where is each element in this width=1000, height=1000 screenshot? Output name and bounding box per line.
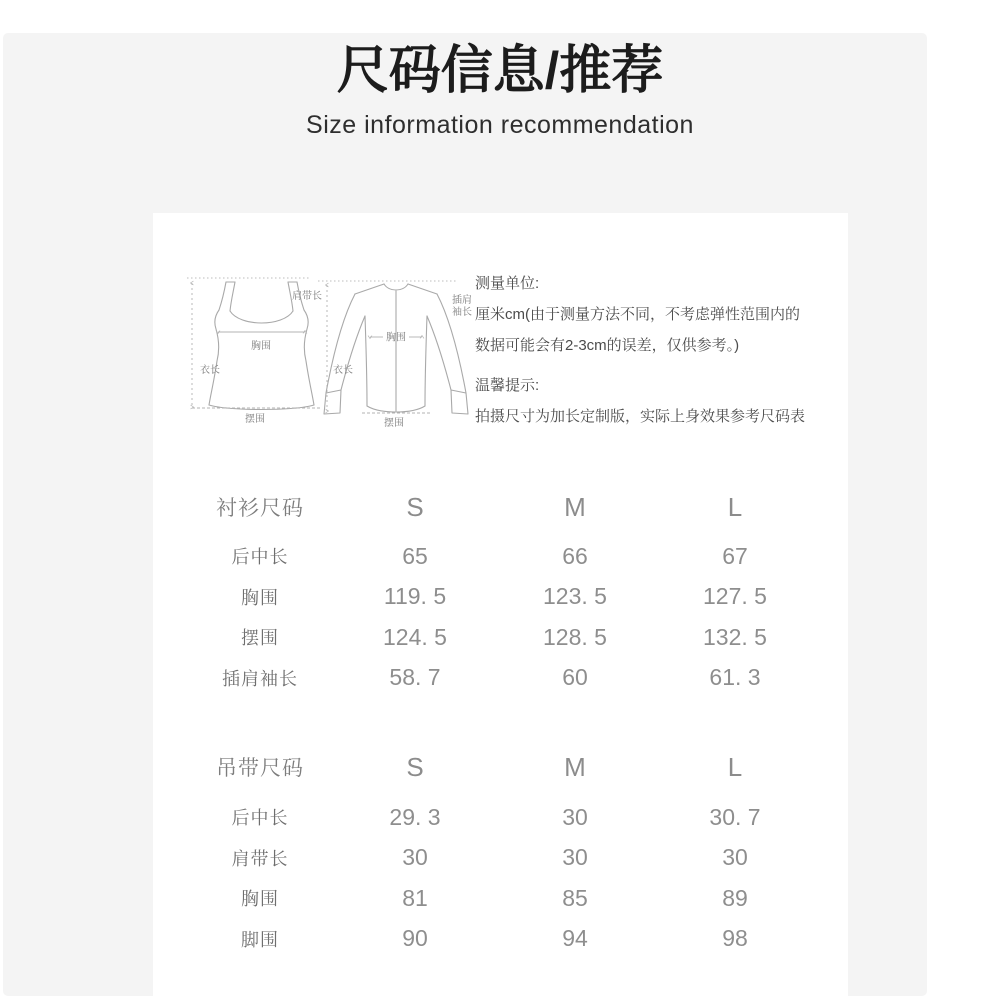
value-s: 90 xyxy=(402,925,428,952)
shirt-raglan-sleeve-label-line2: 袖长 xyxy=(452,307,472,318)
page-title: 尺码信息/推荐 xyxy=(336,42,664,100)
value-l: 30 xyxy=(722,844,748,871)
content-panel xyxy=(153,213,848,1000)
table-row xyxy=(185,878,815,919)
page-subtitle: Size information recommendation xyxy=(306,111,694,139)
value-s: 124. 5 xyxy=(383,623,447,650)
value-m: 123. 5 xyxy=(543,583,607,610)
row-label: 胸围 xyxy=(241,889,279,910)
shirt-hem-label: 摆围 xyxy=(384,418,404,429)
size-header-l: L xyxy=(727,751,743,782)
table-row xyxy=(185,577,815,618)
value-m: 85 xyxy=(562,884,588,911)
tips-heading: 温馨提示: xyxy=(475,377,540,394)
size-header-s: S xyxy=(406,751,424,782)
measurement-notes xyxy=(475,268,830,432)
row-label: 后中长 xyxy=(231,547,289,568)
value-m: 94 xyxy=(562,925,588,952)
value-s: 81 xyxy=(402,884,428,911)
table-row xyxy=(185,617,815,658)
size-header-m: M xyxy=(564,491,586,522)
table-name-header: 吊带尺码 xyxy=(216,757,304,780)
row-label: 肩带长 xyxy=(231,848,289,869)
shirt-drawing xyxy=(318,281,472,429)
camisole-size-table xyxy=(185,750,815,959)
cami-hem-label: 摆围 xyxy=(245,414,265,425)
size-header-l: L xyxy=(727,491,743,522)
table-name-header: 衬衫尺码 xyxy=(216,497,304,520)
value-l: 98 xyxy=(722,925,748,952)
value-l: 61. 3 xyxy=(709,664,761,691)
value-s: 65 xyxy=(402,542,428,569)
measure-unit-line2: 数据可能会有2-3cm的误差，仅供参考。) xyxy=(475,337,740,354)
value-l: 30. 7 xyxy=(709,803,761,830)
value-l: 67 xyxy=(722,542,748,569)
shirt-raglan-sleeve-label-line1: 插肩 xyxy=(452,295,472,306)
tips-line: 拍摄尺寸为加长定制版，实际上身效果参考尺码表 xyxy=(475,408,806,425)
value-s: 119. 5 xyxy=(383,583,447,610)
garment-measurement-diagram xyxy=(180,265,480,440)
value-s: 58. 7 xyxy=(389,664,441,691)
value-m: 30 xyxy=(562,844,588,871)
row-label: 脚围 xyxy=(241,929,279,950)
size-header-m: M xyxy=(564,751,586,782)
table-row xyxy=(185,797,815,838)
table-row xyxy=(185,919,815,960)
shirt-size-table xyxy=(185,490,815,698)
size-header-s: S xyxy=(406,491,424,522)
row-label: 摆围 xyxy=(241,628,279,649)
value-m: 30 xyxy=(562,803,588,830)
row-label: 插肩袖长 xyxy=(222,668,298,689)
cami-length-label: 衣长 xyxy=(200,365,220,376)
measure-unit-line1: 厘米cm(由于测量方法不同，不考虑弹性范围内的 xyxy=(475,306,800,323)
cami-strap-length-label: 肩带长 xyxy=(292,291,322,302)
table-header-row xyxy=(185,750,815,784)
value-m: 60 xyxy=(562,664,588,691)
table-row xyxy=(185,838,815,879)
value-m: 66 xyxy=(562,542,588,569)
table-header-row xyxy=(185,490,815,524)
value-m: 128. 5 xyxy=(543,623,607,650)
value-l: 127. 5 xyxy=(703,583,767,610)
table-row xyxy=(185,536,815,577)
value-l: 89 xyxy=(722,884,748,911)
cami-bust-label: 胸围 xyxy=(251,341,271,352)
value-l: 132. 5 xyxy=(703,623,767,650)
shirt-bust-label: 胸围 xyxy=(386,332,406,344)
camisole-drawing xyxy=(187,278,322,425)
table-row xyxy=(185,658,815,699)
value-s: 30 xyxy=(402,844,428,871)
value-s: 29. 3 xyxy=(389,803,441,830)
shirt-length-label: 衣长 xyxy=(333,365,353,376)
row-label: 胸围 xyxy=(241,587,279,608)
row-label: 后中长 xyxy=(231,808,289,829)
measure-unit-heading: 测量单位: xyxy=(475,275,540,292)
